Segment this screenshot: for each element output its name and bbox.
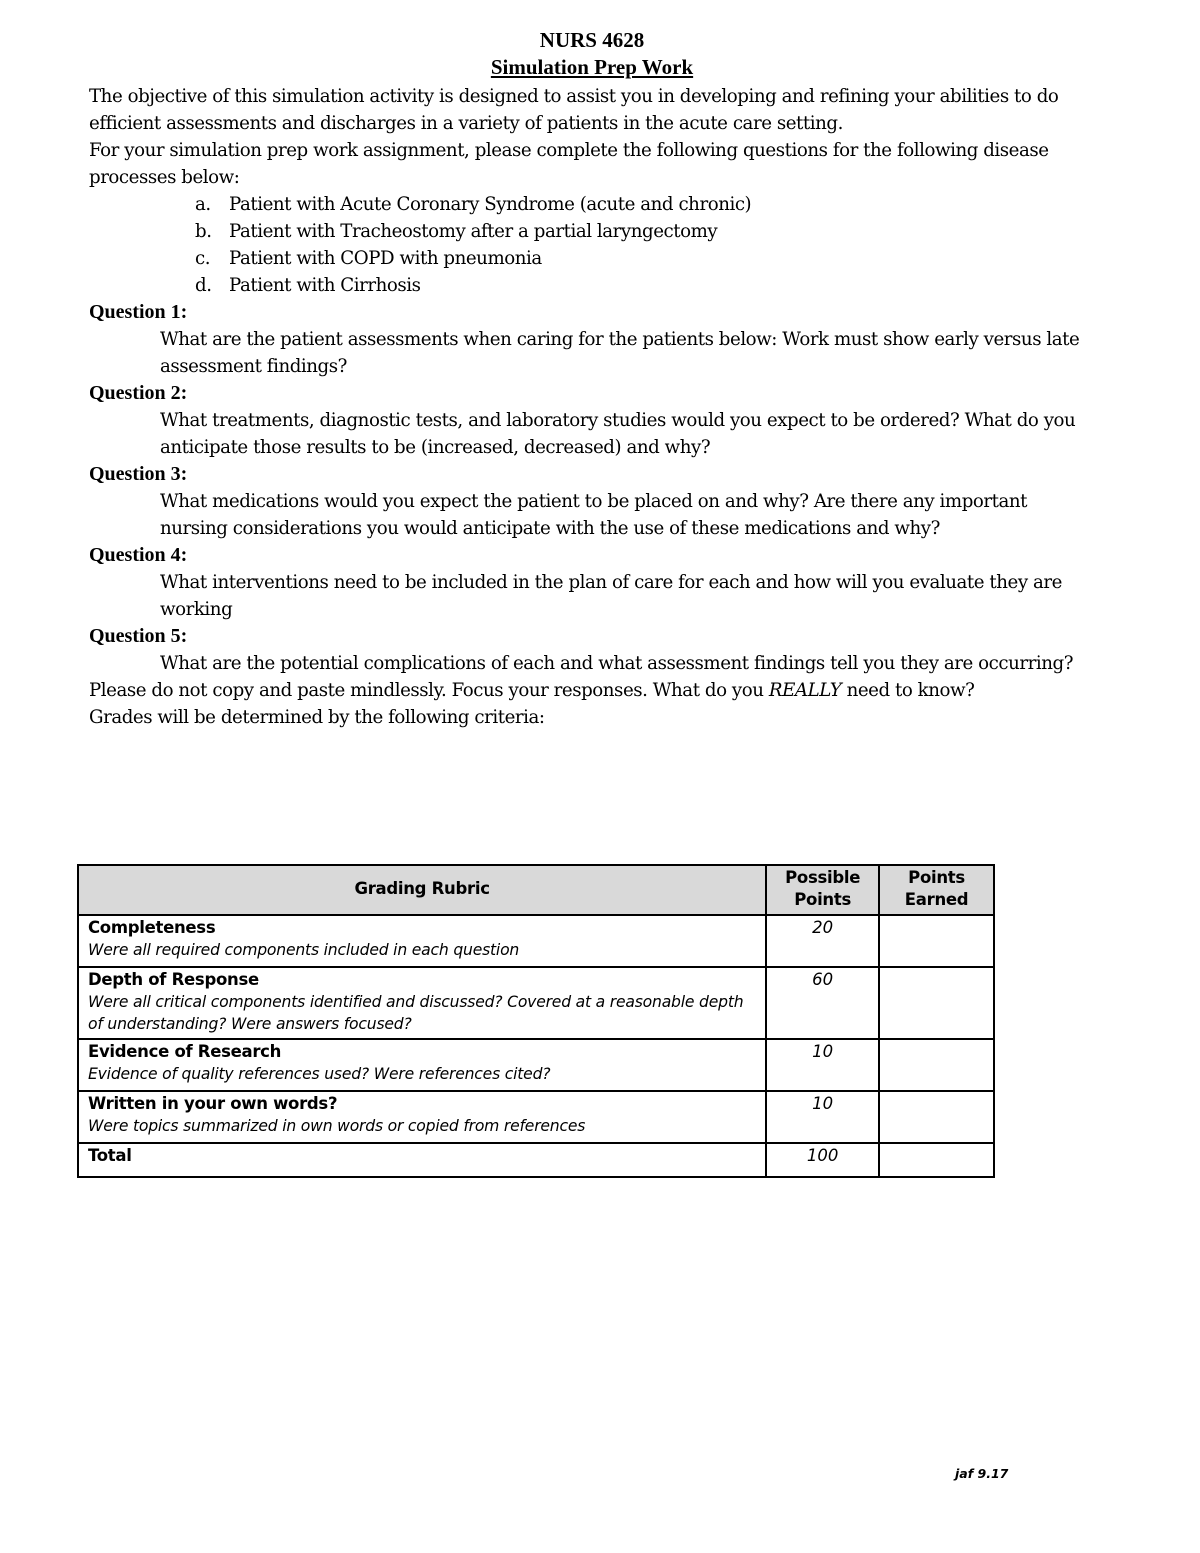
criterion-name: Depth of Response [88,970,259,989]
header-line: Earned [904,890,969,909]
total-earned-cell[interactable] [879,1143,994,1177]
closing-line-2: Grades will be determined by the following criteria: [89,707,545,728]
points-earned-cell[interactable] [879,1091,994,1143]
question-text: What interventions need to be included in the plan of care for each and how will you evaluate they are working [160,572,1062,620]
criterion-name: Evidence of Research [88,1042,282,1061]
criterion-cell [78,1039,766,1091]
list-item-text: Patient with Acute Coronary Syndrome (acute and chronic) [229,194,752,215]
list-marker: a. [195,194,211,215]
grading-rubric-table [77,864,995,1178]
footer-initials: jaf 9.17 [955,1466,1009,1481]
list-item-text: Patient with Tracheostomy after a partial laryngectomy [229,221,718,242]
assignment-paragraph: For your simulation prep work assignment, please complete the following questions for the following disease processes below: [89,140,1049,188]
table-row [78,967,994,1039]
list-item [89,272,1099,299]
objective-paragraph: The objective of this simulation activity is designed to assist you in developing and refining your abilities to do efficient assessments and discharges in a variety of patients in the acute care setting. [89,86,1059,134]
question-label: Question 1: [89,301,188,323]
question-label: Question 2: [89,382,188,404]
document-body [89,83,1099,731]
list-item [89,245,1099,272]
closing-line-1 [89,677,1099,704]
page-title: Simulation Prep Work [490,55,694,79]
closing-note [89,677,1099,731]
criterion-name: Completeness [88,918,216,937]
question-label: Question 5: [89,625,188,647]
criterion-description: Were topics summarized in own words or copied from references [88,1117,586,1135]
criterion-cell [78,1091,766,1143]
table-header-row [78,865,994,915]
possible-points-header [766,865,879,915]
question-block [89,542,1099,623]
possible-points-cell: 10 [766,1091,879,1143]
criterion-description: Were all required components included in each question [88,941,520,959]
table-row [78,1039,994,1091]
header-line: Points [794,890,851,909]
possible-points-cell: 60 [766,967,879,1039]
list-item [89,191,1099,218]
list-item [89,218,1099,245]
total-row [78,1143,994,1177]
rubric-header: Grading Rubric [78,865,766,915]
question-text: What are the patient assessments when caring for the patients below: Work must show early versus late assessment findings? [160,329,1080,377]
question-block [89,461,1099,542]
header-line: Points [908,868,965,887]
list-item-text: Patient with Cirrhosis [229,275,421,296]
table-row [78,915,994,967]
course-code: NURS 4628 [539,28,645,52]
points-earned-cell[interactable] [879,1039,994,1091]
question-text: What treatments, diagnostic tests, and laboratory studies would you expect to be ordered? What do you anticipate those results to be (increased, decreased) and why? [160,410,1076,458]
question-label: Question 3: [89,463,188,485]
total-possible-points: 100 [766,1143,879,1177]
list-marker: c. [195,248,211,269]
possible-points-cell: 10 [766,1039,879,1091]
possible-points-cell: 20 [766,915,879,967]
question-text: What are the potential complications of each and what assessment findings tell you they are occurring? [160,653,1073,674]
question-block [89,380,1099,461]
closing-text: Please do not copy and paste mindlessly. Focus your responses. What do you [89,680,769,701]
list-marker: d. [195,275,212,296]
criterion-cell [78,967,766,1039]
emphasis-text: REALLY [768,680,842,701]
header-line: Possible [785,868,861,887]
closing-text-end: need to know? [841,680,975,701]
question-text: What medications would you expect the patient to be placed on and why? Are there any important nursing considerations you would anticipate with the use of these medications and why? [160,491,1028,539]
points-earned-cell[interactable] [879,967,994,1039]
total-label: Total [78,1143,766,1177]
list-item-text: Patient with COPD with pneumonia [229,248,542,269]
points-earned-cell[interactable] [879,915,994,967]
points-earned-header [879,865,994,915]
question-block [89,623,1099,677]
question-block [89,299,1099,380]
criterion-description: Evidence of quality references used? Were references cited? [88,1065,551,1083]
criterion-cell [78,915,766,967]
criterion-description: Were all critical components identified and discussed? Covered at a reasonable depth of understanding? Were answers focused? [88,993,744,1033]
condition-list [89,191,1099,299]
question-label: Question 4: [89,544,188,566]
criterion-name: Written in your own words? [88,1094,338,1113]
list-marker: b. [195,221,212,242]
table-row [78,1091,994,1143]
